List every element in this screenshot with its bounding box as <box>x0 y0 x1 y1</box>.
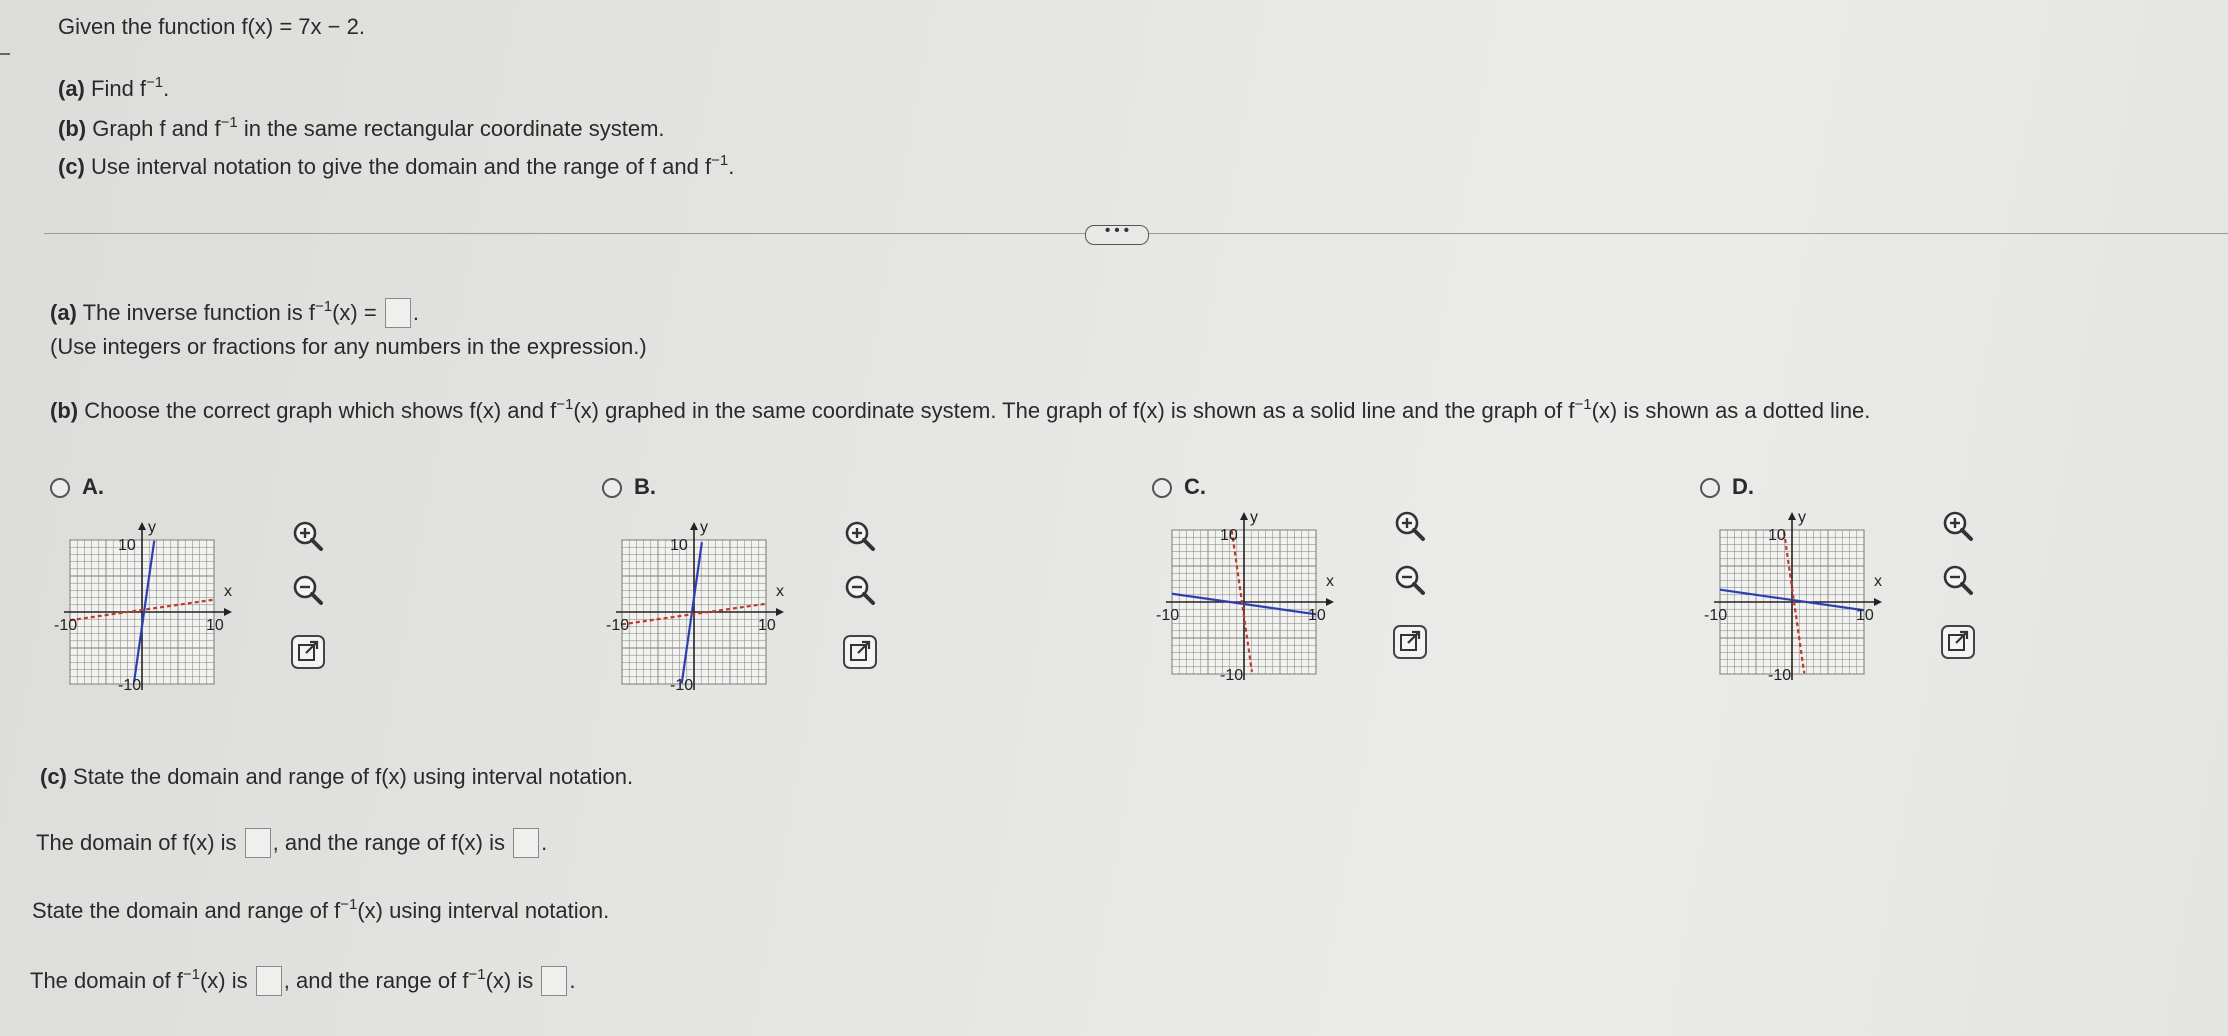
x-axis-label: x <box>224 583 232 600</box>
y-min-tick-label: -10 <box>118 677 142 690</box>
y-max-tick-label: 10 <box>670 537 688 554</box>
domain-f-input[interactable] <box>245 828 271 858</box>
domain-range-f-line: The domain of f(x) is , and the range of f(x) is . <box>36 828 547 858</box>
part-b-question: (b) Choose the correct graph which shows f(x) and $f^{-1}(x)$ graphed in the same coordinate system. The graph of f(x) is shown as a solid line and the graph of $f^{-1}(x)$ is shown as a dotted line. <box>50 396 1871 423</box>
x-min-tick-label: -10 <box>1156 607 1180 624</box>
y-axis-label: y <box>1250 509 1258 526</box>
y-max-tick-label: 10 <box>118 537 136 554</box>
problem-part-a: (a) Find $f^{-1}$. <box>58 74 170 101</box>
domain-inverse-input[interactable] <box>256 966 282 996</box>
left-edge-marker <box>0 53 10 55</box>
external-link-icon[interactable] <box>1940 624 1976 660</box>
problem-part-c: (c) Use interval notation to give the domain and the range of f and $f^{-1}$. <box>58 152 735 179</box>
option-radio[interactable] <box>1700 478 1720 498</box>
external-link-icon[interactable] <box>1392 624 1428 660</box>
y-min-tick-label: -10 <box>1220 667 1244 680</box>
option-radio[interactable] <box>50 478 70 498</box>
zoom-out-icon[interactable] <box>1392 562 1428 598</box>
option-label: B. <box>634 474 656 499</box>
inverse-function-input[interactable] <box>385 298 411 328</box>
x-max-tick-label: 10 <box>1308 607 1326 624</box>
option-graph[interactable] <box>40 510 250 690</box>
option-label: C. <box>1184 474 1206 499</box>
y-min-tick-label: -10 <box>1768 667 1792 680</box>
x-axis-label: x <box>1874 573 1882 590</box>
zoom-in-icon[interactable] <box>1940 508 1976 544</box>
option-graph[interactable] <box>1142 500 1352 680</box>
option-graph[interactable] <box>592 510 802 690</box>
zoom-in-icon[interactable] <box>1392 508 1428 544</box>
domain-range-inverse-line: The domain of $f^{-1}(x)$ is , and the range of $f^{-1}(x)$ is . <box>30 966 575 996</box>
y-axis-label: y <box>700 519 708 536</box>
option-radio[interactable] <box>602 478 622 498</box>
more-button[interactable]: • • • <box>1085 225 1149 245</box>
x-min-tick-label: -10 <box>54 617 78 634</box>
option-graph[interactable] <box>1690 500 1900 680</box>
option-label: D. <box>1732 474 1754 499</box>
problem-intro: Given the function f(x) = 7x − 2. <box>58 14 365 39</box>
part-a-hint: (Use integers or fractions for any numbers in the expression.) <box>50 334 647 359</box>
y-max-tick-label: 10 <box>1220 527 1238 544</box>
zoom-out-icon[interactable] <box>290 572 326 608</box>
range-f-input[interactable] <box>513 828 539 858</box>
x-axis-label: x <box>776 583 784 600</box>
x-max-tick-label: 10 <box>758 617 776 634</box>
y-axis-label: y <box>1798 509 1806 526</box>
external-link-icon[interactable] <box>290 634 326 670</box>
part-a-question: (a) The inverse function is $f^{-1}(x)$ = . <box>50 298 419 328</box>
zoom-out-icon[interactable] <box>1940 562 1976 598</box>
part-c-question: (c) State the domain and range of f(x) using interval notation. <box>40 764 634 789</box>
option-radio[interactable] <box>1152 478 1172 498</box>
x-min-tick-label: -10 <box>1704 607 1728 624</box>
x-min-tick-label: -10 <box>606 617 630 634</box>
part-c-inverse-question: State the domain and range of $f^{-1}(x)$ using interval notation. <box>32 896 610 923</box>
y-min-tick-label: -10 <box>670 677 694 690</box>
y-max-tick-label: 10 <box>1768 527 1786 544</box>
zoom-in-icon[interactable] <box>290 518 326 554</box>
x-max-tick-label: 10 <box>1856 607 1874 624</box>
y-axis-label: y <box>148 519 156 536</box>
problem-part-b: (b) Graph f and $f^{-1}$ in the same rectangular coordinate system. <box>58 114 665 141</box>
zoom-out-icon[interactable] <box>842 572 878 608</box>
range-inverse-input[interactable] <box>541 966 567 996</box>
x-axis-label: x <box>1326 573 1334 590</box>
zoom-in-icon[interactable] <box>842 518 878 554</box>
option-label: A. <box>82 474 104 499</box>
x-max-tick-label: 10 <box>206 617 224 634</box>
external-link-icon[interactable] <box>842 634 878 670</box>
